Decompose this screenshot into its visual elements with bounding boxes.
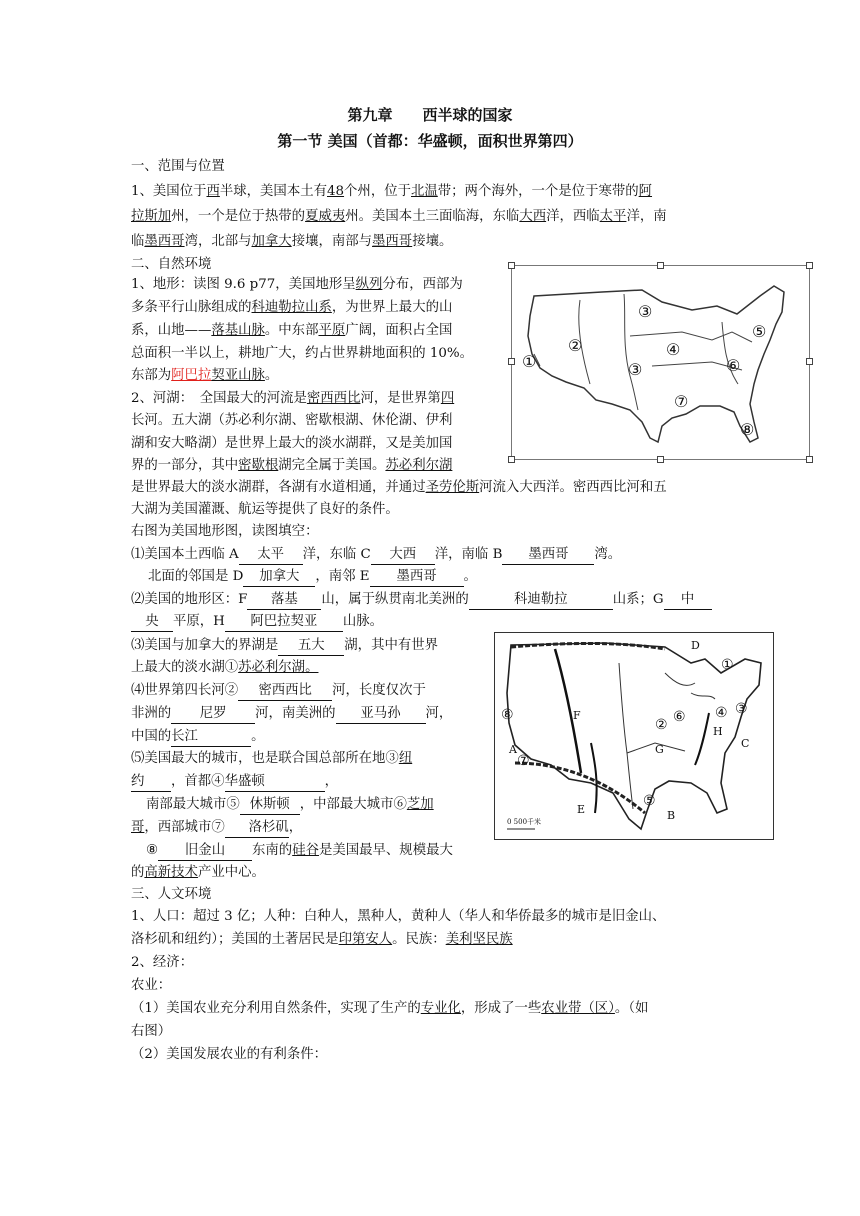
- terrain-line5: 东部为阿巴拉契亚山脉。: [131, 368, 279, 383]
- terrain-line3: 系，山地——落基山脉。中东部平原广阔，面积占全国: [131, 323, 453, 338]
- map1-label-6: ⑥: [726, 356, 741, 375]
- resize-handle[interactable]: [657, 262, 664, 269]
- part2-heading: 二、自然环境: [131, 257, 212, 272]
- map2-letter-H: H: [713, 725, 723, 738]
- answer-blank[interactable]: 五大: [278, 637, 344, 656]
- q2-line1: ⑵美国的地形区：F 落基 山，属于纵贯南北美洲的 科迪勒拉 山系；G 中: [131, 590, 712, 610]
- q3-line2: 上最大的淡水湖①苏必利尔湖。: [131, 660, 319, 675]
- map2-number-6: ⑥: [673, 709, 686, 725]
- population-line1: 1、人口：超过 3 亿；人种：白种人，黑种人，黄种人（华人和华侨最多的城市是旧金山、: [131, 909, 666, 924]
- rivers-line2: 长河。五大湖（苏必利尔湖、密歇根湖、休伦湖、伊利: [131, 413, 453, 428]
- population-line2: 洛杉矶和纽约）；美国的土著居民是印第安人。民族：美利坚民族: [131, 932, 513, 947]
- us-outline-drawing: [512, 266, 809, 459]
- map1-label-7: ⑦: [674, 392, 689, 411]
- agri-line2: 右图）: [131, 1024, 172, 1039]
- rivers-line4: 界的一部分，其中密歇根湖完全属于美国。苏必利尔湖: [131, 458, 453, 473]
- terrain-line4: 总面积一半以上，耕地广大，约占世界耕地面积的 10%。: [131, 346, 474, 361]
- map2-letter-C: C: [741, 737, 750, 750]
- q5-line3: 南部最大城市⑤ 休斯顿 ，中部最大城市⑥芝加: [146, 795, 434, 815]
- part1-line2: 拉斯加州，一个是位于热带的夏威夷州。美国本土三面临海，东临大西洋，西临太平洋，南: [131, 209, 667, 224]
- map1-label-4: ④: [666, 340, 681, 359]
- map2-number-2: ②: [655, 717, 668, 733]
- rivers-line1: 2、河湖： 全国最大的河流是密西西比河，是世界第四: [131, 391, 455, 406]
- q1-line2: 北面的邻国是 D 加拿大 ，南邻 E 墨西哥 。: [148, 567, 477, 587]
- answer-blank[interactable]: 洛杉矶: [225, 819, 289, 838]
- answer-blank[interactable]: 苏必利尔湖。: [238, 660, 319, 675]
- answer-blank[interactable]: 哥: [131, 820, 145, 835]
- terrain-line2: 多条平行山脉组成的科迪勒拉山系，为世界上最大的山: [131, 300, 453, 315]
- part1-line1: 1、美国位于西半球，美国本土有48个州，位于北温带；两个海外，一个是位于寒带的阿: [131, 184, 653, 199]
- map2-letter-F: F: [573, 709, 581, 722]
- map1-label-3a: ③: [638, 302, 653, 321]
- answer-blank[interactable]: 芝加: [406, 797, 434, 812]
- map1-label-1: ①: [522, 352, 537, 371]
- map2-number-4: ④: [715, 705, 728, 721]
- resize-handle[interactable]: [806, 262, 813, 269]
- chapter-title: 第九章 西半球的国家: [347, 106, 513, 124]
- answer-blank[interactable]: 华盛顿: [225, 773, 325, 792]
- answer-blank[interactable]: 纽: [398, 751, 413, 766]
- resize-handle[interactable]: [657, 456, 664, 463]
- answer-blank[interactable]: 落基: [247, 591, 321, 610]
- answer-blank[interactable]: 长江: [171, 728, 251, 747]
- q5-line1: ⑸美国最大的城市，也是联合国总部所在地③纽: [131, 751, 413, 766]
- answer-blank[interactable]: 亚马孙: [336, 705, 426, 724]
- rivers-line3: 湖和安大略湖）是世界上最大的淡水湖群，又是美加国: [131, 436, 453, 451]
- map2-number-7: ⑦: [517, 753, 530, 769]
- map1-label-8: ⑧: [740, 420, 755, 439]
- resize-handle[interactable]: [806, 358, 813, 365]
- resize-handle[interactable]: [508, 358, 515, 365]
- q4-line1: ⑷世界第四长河② 密西西比 河，长度仅次于: [131, 681, 426, 701]
- resize-handle[interactable]: [508, 262, 515, 269]
- resize-handle[interactable]: [508, 456, 515, 463]
- map2-letter-E: E: [577, 803, 586, 816]
- map2-number-1: ①: [721, 657, 734, 673]
- map2-letter-D: D: [691, 639, 700, 652]
- q4-line3: 中国的长江 。: [131, 727, 265, 747]
- answer-blank[interactable]: 中: [664, 591, 712, 610]
- map2-letter-A: A: [509, 743, 517, 756]
- map1-label-2: ②: [568, 336, 583, 355]
- terrain-line1: 1、地形：读图 9.6 p77，美国地形呈纵列分布，西部为: [131, 277, 463, 292]
- q5-line2: 约 ，首都④华盛顿 ，: [131, 772, 338, 792]
- answer-blank[interactable]: 约: [131, 773, 171, 792]
- rivers-line6: 大湖为美国灌溉、航运等提供了良好的条件。: [131, 502, 399, 517]
- answer-blank[interactable]: 尼罗: [171, 705, 255, 724]
- rivers-line5: 是世界最大的淡水湖群，各湖有水道相通，并通过圣劳伦斯河流入大西洋。密西西比河和五: [131, 480, 667, 495]
- answer-blank[interactable]: 加拿大: [243, 568, 315, 587]
- q5-line4: 哥，西部城市⑦ 洛杉矶，: [131, 818, 302, 838]
- q1-line1: ⑴美国本土西临 A 太平 洋，东临 C 大西 洋，南临 B 墨西哥 湾。: [131, 545, 621, 565]
- q5-line5: ⑧ 旧金山 东南的硅谷是美国最早、规模最大: [146, 841, 453, 861]
- part1-line3: 临墨西哥湾，北部与加拿大接壤，南部与墨西哥接壤。: [131, 234, 453, 249]
- answer-blank[interactable]: 太平: [239, 546, 303, 565]
- q3-line1: ⑶美国与加拿大的界湖是 五大 湖，其中有世界: [131, 636, 438, 656]
- agri-line1: （1）美国农业充分利用自然条件，实现了生产的专业化，形成了一些农业带（区）。（如: [131, 1001, 649, 1016]
- map2-scale: 0 500千米: [507, 818, 542, 826]
- section-title: 第一节 美国（首都：华盛顿，面积世界第四）: [277, 132, 583, 150]
- answer-blank[interactable]: 密西西比: [238, 682, 332, 701]
- exercise-intro: 右图为美国地形图，读图填空：: [131, 524, 319, 539]
- q4-line2: 非洲的 尼罗 河，南美洲的 亚马孙 河，: [131, 704, 452, 724]
- answer-blank[interactable]: 墨西哥: [502, 546, 594, 565]
- answer-blank[interactable]: 科迪勒拉: [469, 591, 613, 610]
- map2-number-5: ⑤: [643, 793, 656, 809]
- economy-heading: 2、经济：: [131, 955, 194, 970]
- landform-map-2: [494, 632, 774, 840]
- map1-label-5: ⑤: [752, 322, 767, 341]
- answer-blank[interactable]: 央: [131, 613, 173, 632]
- answer-blank[interactable]: 大西: [371, 546, 435, 565]
- agri-line3: （2）美国发展农业的有利条件：: [131, 1047, 327, 1062]
- landform-map-1: [511, 265, 810, 460]
- part3-heading: 三、人文环境: [131, 887, 212, 902]
- map2-number-3: ③: [735, 701, 748, 717]
- map2-letter-G: G: [655, 743, 664, 756]
- part1-heading: 一、范围与位置: [131, 159, 225, 174]
- q5-line6: 的高新技术产业中心。: [131, 865, 265, 880]
- agriculture-heading: 农业：: [131, 978, 172, 993]
- answer-blank[interactable]: 墨西哥: [370, 568, 464, 587]
- map2-letter-B: B: [667, 809, 676, 822]
- resize-handle[interactable]: [806, 456, 813, 463]
- q2-line2: 央 平原，H 阿巴拉契亚 山脉。: [131, 612, 383, 632]
- answer-blank[interactable]: 休斯顿: [240, 796, 300, 815]
- answer-blank[interactable]: 旧金山: [158, 842, 252, 861]
- map2-number-8: ⑧: [501, 707, 514, 723]
- map1-label-3b: ③: [628, 360, 643, 379]
- answer-blank[interactable]: 阿巴拉契亚: [225, 613, 343, 632]
